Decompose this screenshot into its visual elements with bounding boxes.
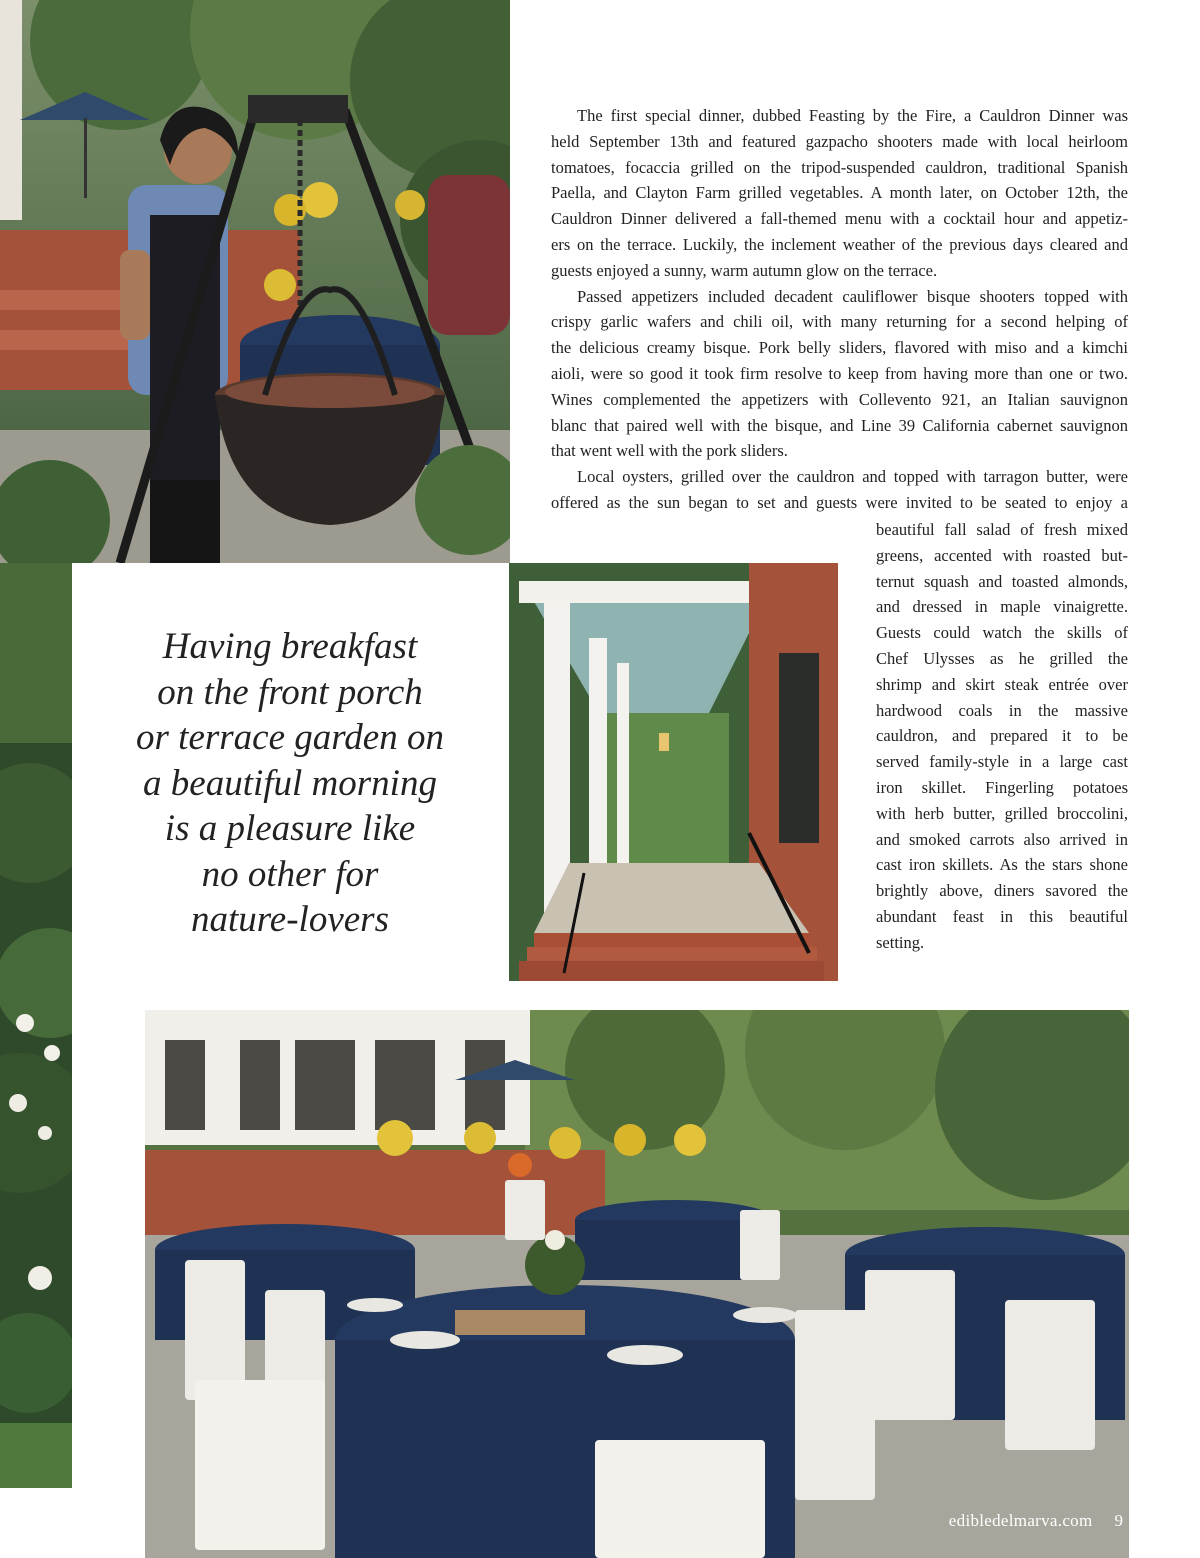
- article-line: ers on the terrace. Luckily, the inclement weather of the previous days cleared and: [551, 234, 1128, 254]
- pull-quote-line: no other for: [201, 853, 379, 895]
- article-line: the delicious creamy bisque. Pork belly sliders, flavored with miso and a kimchi: [551, 338, 1128, 358]
- pull-quote-line: or terrace garden on: [136, 717, 444, 758]
- pull-quote-line: Having breakfast: [162, 626, 418, 667]
- article-line: The first special dinner, dubbed Feasting by the Fire, a Cauldron Dinner was: [577, 106, 1128, 125]
- article-line: blanc that paired well with the bisque, and Line 39 California cabernet sauvignon: [551, 415, 1128, 435]
- article-line: cauldron, and prepared it to be: [876, 726, 1128, 746]
- article-line: abundant feast in this beautiful: [876, 906, 1128, 926]
- article-line: Guests could watch the skills of: [876, 623, 1128, 643]
- article-line: Cauldron Dinner delivered a fall-themed menu with a cocktail hour and appetiz-: [551, 209, 1128, 229]
- pull-quote: [110, 624, 470, 943]
- terrace-dinner-photo: [145, 1010, 1129, 1558]
- article-line: iron skillet. Fingerling potatoes: [876, 777, 1128, 797]
- article-line: brightly above, diners savored the: [876, 881, 1128, 901]
- article-line: Passed appetizers included decadent cauliflower bisque shooters topped with: [577, 286, 1128, 306]
- terrace-dinner-illustration: [145, 1010, 1129, 1558]
- article-line: served family-style in a large cast: [876, 752, 1128, 772]
- garden-strip-illustration: [0, 563, 72, 1488]
- article-line: setting.: [876, 932, 925, 952]
- article-line: crispy garlic wafers and chili oil, with many returning for a second helping of: [551, 312, 1128, 332]
- chef-cauldron-photo: [0, 0, 510, 563]
- website-url: edibledelmarva.com: [948, 1511, 1093, 1530]
- article-body-narrow: [876, 517, 1128, 956]
- pull-quote-line: on the front porch: [157, 671, 423, 713]
- article-line: held September 13th and featured gazpacho shooters made with local heirloom: [551, 131, 1128, 151]
- article-line: greens, accented with roasted but-: [876, 545, 1128, 565]
- article-line: cast iron skillets. As the stars shone: [876, 855, 1128, 875]
- article-line: that went well with the pork sliders.: [551, 441, 788, 461]
- article-line: with herb butter, grilled broccolini,: [876, 803, 1128, 823]
- front-porch-photo: [509, 563, 838, 981]
- article-line: Wines complemented the appetizers with Collevento 921, an Italian sauvignon: [551, 389, 1128, 409]
- article-line: beautiful fall salad of fresh mixed: [876, 520, 1128, 539]
- article-line: aioli, were so good it took firm resolve to keep from having more than one or two.: [551, 363, 1128, 383]
- article-line: ternut squash and toasted almonds,: [876, 571, 1128, 591]
- article-line: Local oysters, grilled over the cauldron and topped with tarragon butter, were: [577, 467, 1128, 487]
- page-footer: [928, 1508, 1123, 1534]
- chef-cauldron-illustration: [0, 0, 510, 563]
- article-line: hardwood coals in the massive: [876, 700, 1128, 720]
- article-line: offered as the sun began to set and guests were invited to be seated to enjoy a: [551, 492, 1128, 512]
- pull-quote-line: a beautiful morning: [143, 762, 437, 804]
- front-porch-illustration: [509, 563, 838, 981]
- pull-quote-line: is a pleasure like: [164, 808, 416, 849]
- garden-strip-photo: [0, 563, 72, 1488]
- pull-quote-line: nature-lovers: [191, 899, 389, 940]
- article-line: tomatoes, focaccia grilled on the tripod-suspended cauldron, traditional Spanish: [551, 157, 1128, 177]
- article-line: shrimp and skirt steak entrée over: [876, 674, 1128, 694]
- article-line: Chef Ulysses as he grilled the: [876, 648, 1128, 668]
- page-number: 9: [1114, 1511, 1123, 1530]
- article-line: and dressed in maple vinaigrette.: [876, 597, 1128, 617]
- article-line: and smoked carrots also arrived in: [876, 829, 1128, 849]
- article-body-top: [551, 103, 1128, 516]
- article-line: Paella, and Clayton Farm grilled vegetables. A month later, on October 12th, the: [551, 183, 1128, 203]
- article-line: guests enjoyed a sunny, warm autumn glow on the terrace.: [551, 260, 938, 280]
